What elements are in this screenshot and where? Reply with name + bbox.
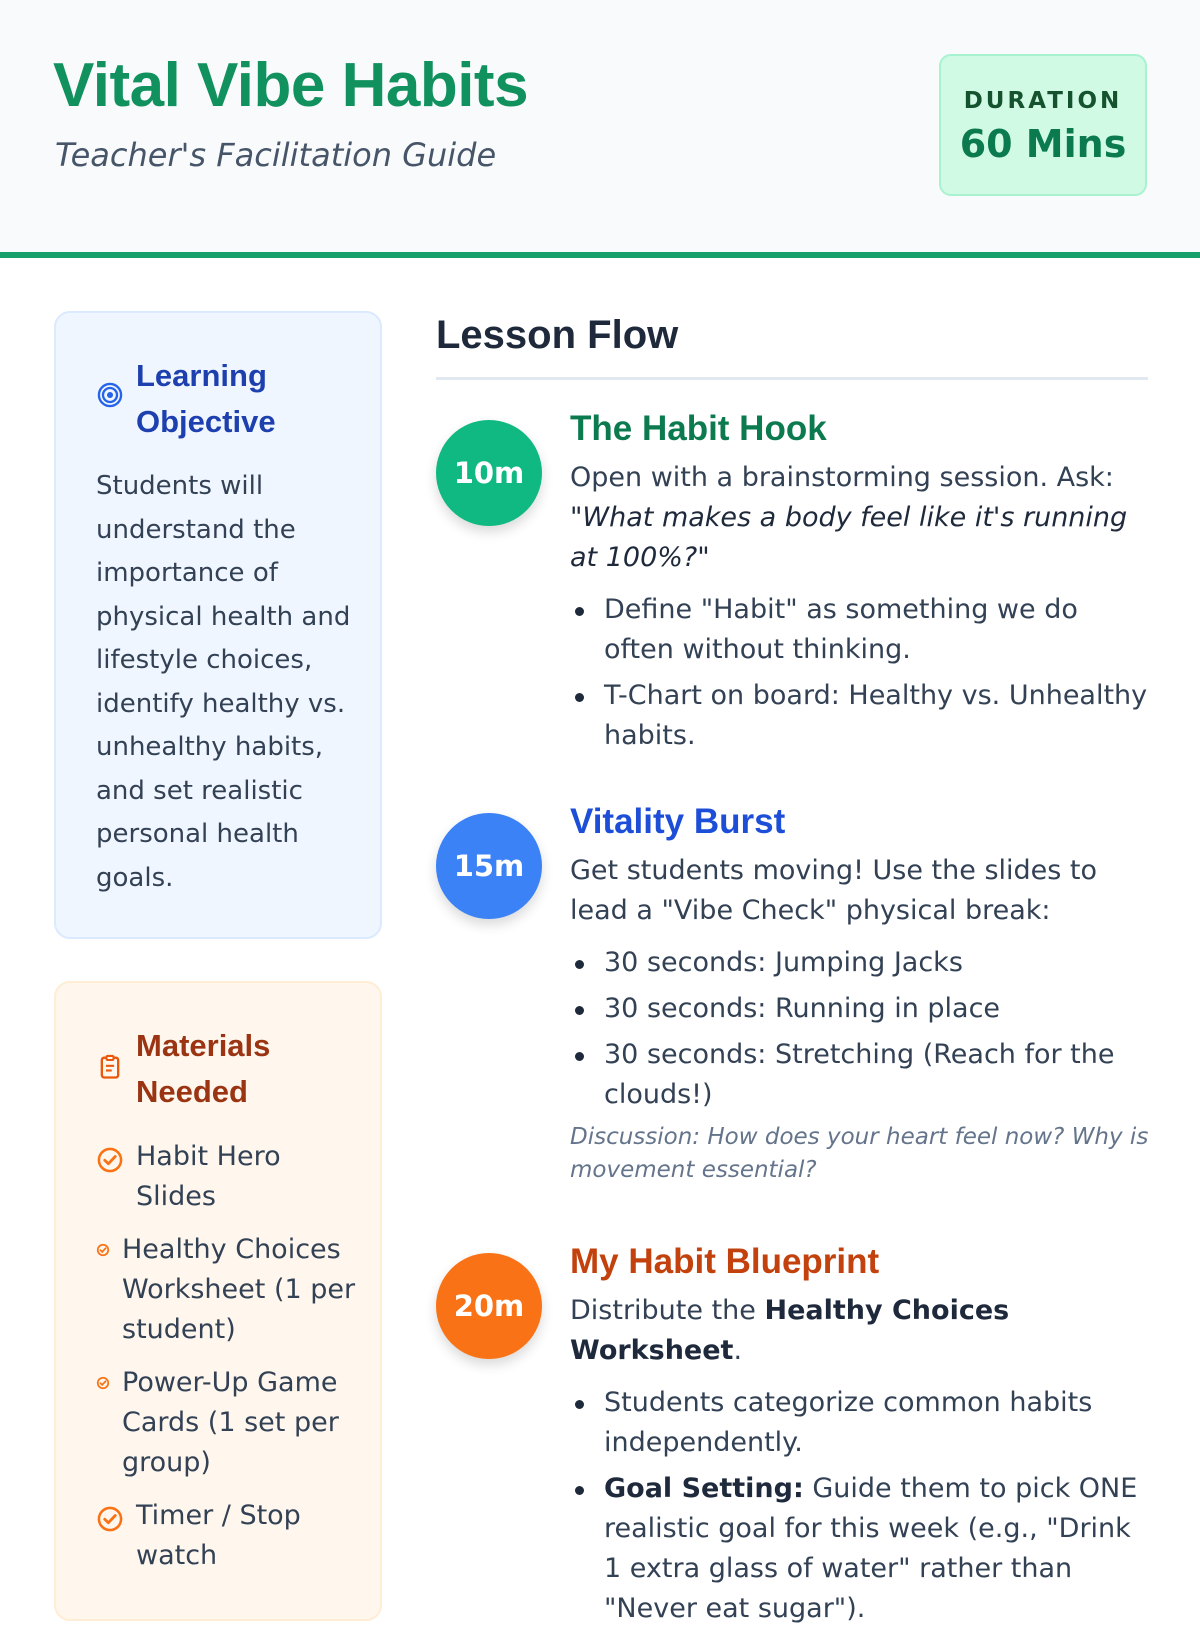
page-header — [0, 0, 1200, 258]
goal-setting-label: Goal Setting: — [604, 1473, 804, 1504]
materials-title: Materials Needed — [136, 1028, 271, 1109]
list-item: 30 seconds: Stretching (Reach for the clouds!) — [570, 1035, 1150, 1115]
lesson-flow-title: Lesson Flow — [436, 313, 679, 357]
clipboard-icon — [96, 1053, 124, 1081]
time-badge: 10m — [436, 420, 542, 526]
time-badge: 20m — [436, 1253, 542, 1359]
intro-text: Distribute the — [570, 1295, 765, 1326]
duration-label: DURATION — [963, 88, 1123, 114]
step-title: The Habit Hook — [570, 409, 827, 448]
material-label: Habit Hero Slides — [136, 1141, 281, 1212]
list-item: Define "Habit" as something we do often without thinking. — [570, 590, 1150, 670]
list-item: 30 seconds: Running in place — [570, 989, 1150, 1029]
divider — [436, 377, 1148, 380]
materials-list — [96, 1137, 366, 1589]
check-circle-icon — [96, 1146, 124, 1174]
objective-text: Students will understand the importance of physical health and lifestyle choices, identify healthy vs. unhealthy habits, and set realistic personal health goals. — [96, 471, 351, 893]
step-bullets — [570, 1383, 1150, 1629]
duration-badge — [939, 54, 1147, 196]
small-circle-icon — [96, 1243, 110, 1257]
list-item — [570, 1469, 1150, 1629]
materials-card — [54, 981, 382, 1621]
step-title: My Habit Blueprint — [570, 1242, 880, 1281]
material-label: Power-Up Game Cards (1 set per group) — [122, 1367, 339, 1478]
step-bullets — [570, 943, 1150, 1115]
step-intro: Get students moving! Use the slides to lead a "Vibe Check" physical break: — [570, 855, 1098, 926]
target-icon — [96, 381, 124, 409]
objective-title: Learning Objective — [136, 358, 276, 439]
step-bullets — [570, 590, 1150, 756]
step-intro — [570, 1291, 1150, 1371]
duration-value: 60 Mins — [959, 122, 1127, 166]
material-label: Healthy Choices Worksheet (1 per student) — [122, 1234, 356, 1345]
list-item: 30 seconds: Jumping Jacks — [570, 943, 1150, 983]
page-subtitle: Teacher's Facilitation Guide — [55, 136, 497, 174]
learning-objective-card — [54, 311, 382, 939]
list-item — [96, 1137, 366, 1217]
step-intro: Open with a brainstorming session. Ask: — [570, 462, 1114, 493]
list-item — [96, 1363, 366, 1483]
material-label: Timer / Stop watch — [136, 1500, 301, 1571]
intro-end: . — [733, 1335, 743, 1366]
check-circle-icon — [96, 1505, 124, 1533]
list-item: Students categorize common habits independently. — [570, 1383, 1150, 1463]
step-quote: "What makes a body feel like it's running at 100%?" — [570, 502, 1128, 573]
list-item — [96, 1230, 366, 1350]
goal-setting-text: Guide them to pick ONE realistic goal for this week (e.g., "Drink 1 extra glass of water" rather than "Never eat sugar"). — [604, 1473, 1138, 1624]
page-title: Vital Vibe Habits — [53, 51, 529, 120]
list-item — [96, 1496, 366, 1576]
worksheet-name: Healthy Choices Worksheet — [570, 1295, 1010, 1366]
list-item: T-Chart on board: Healthy vs. Unhealthy habits. — [570, 676, 1150, 756]
time-badge: 15m — [436, 813, 542, 919]
discussion-note: Discussion: How does your heart feel now? Why is movement essential? — [570, 1124, 1149, 1183]
step-title: Vitality Burst — [570, 802, 786, 841]
small-circle-icon — [96, 1376, 110, 1390]
